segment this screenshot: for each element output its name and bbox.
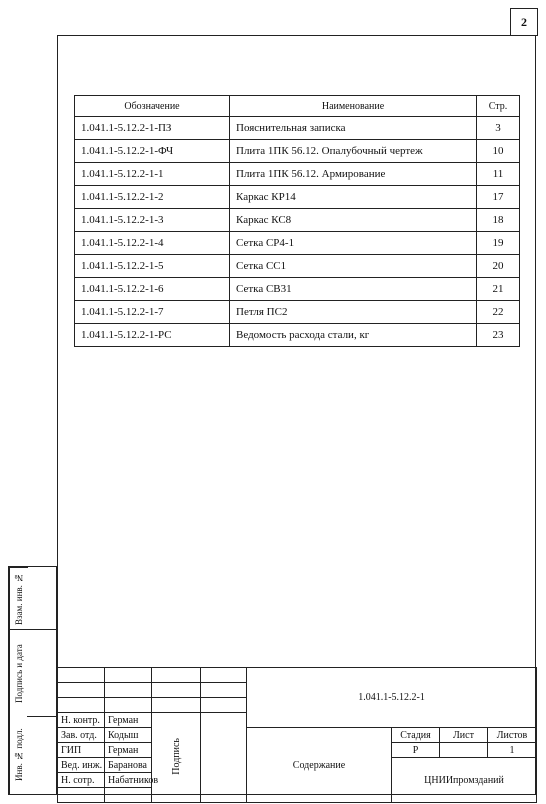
row-code: 1.041.1-5.12.2-1-1: [75, 163, 230, 186]
row-page: 19: [477, 232, 520, 255]
row-name: Петля ПС2: [230, 301, 477, 324]
row-code: 1.041.1-5.12.2-1-ФЧ: [75, 140, 230, 163]
row-code: 1.041.1-5.12.2-1-7: [75, 301, 230, 324]
side-label-replace-inv: Взам. инв. №: [9, 567, 28, 630]
role-vedinzh: Вед. инж.: [58, 758, 105, 773]
row-name: Сетка СВ31: [230, 278, 477, 301]
row-code: 1.041.1-5.12.2-1-2: [75, 186, 230, 209]
row-name: Сетка СР4-1: [230, 232, 477, 255]
side-label-original-inv: Инв. № подл.: [9, 716, 28, 794]
side-divider-2: [27, 716, 56, 717]
name-gip: Герман: [105, 743, 152, 758]
row-page: 10: [477, 140, 520, 163]
contents-row: [75, 324, 520, 347]
contents-row: [75, 186, 520, 209]
role-zavotd: Зав. отд.: [58, 728, 105, 743]
side-stamp: [8, 566, 57, 795]
row-code: 1.041.1-5.12.2-1-3: [75, 209, 230, 232]
role-gip: ГИП: [58, 743, 105, 758]
name-vedinzh: Баранова: [105, 758, 152, 773]
organization: ЦНИИпромзданий: [392, 758, 537, 803]
name-nsotr: Набатников: [105, 773, 152, 788]
row-page: 23: [477, 324, 520, 347]
sheets-label: Листов: [488, 728, 537, 743]
row-page: 3: [477, 117, 520, 140]
side-label-signature-date: Подпись и дата: [9, 629, 28, 717]
contents-row: [75, 209, 520, 232]
row-name: Плита 1ПК 56.12. Армирование: [230, 163, 477, 186]
row-name: Ведомость расхода стали, кг: [230, 324, 477, 347]
header-name: Наименование: [230, 96, 477, 117]
row-code: 1.041.1-5.12.2-1-РС: [75, 324, 230, 347]
signature-header: Подпись: [170, 737, 182, 775]
row-name: Плита 1ПК 56.12. Опалубочный чертеж: [230, 140, 477, 163]
row-page: 17: [477, 186, 520, 209]
role-nsotr: Н. сотр.: [58, 773, 105, 788]
contents-row: [75, 163, 520, 186]
date-column: [201, 713, 247, 803]
doc-title: Содержание: [247, 728, 392, 803]
row-code: 1.041.1-5.12.2-1-4: [75, 232, 230, 255]
header-page: Стр.: [477, 96, 520, 117]
row-name: Сетка СС1: [230, 255, 477, 278]
contents-body: [75, 117, 520, 347]
header-designation: Обозначение: [75, 96, 230, 117]
row-page: 11: [477, 163, 520, 186]
sheets-value: 1: [488, 743, 537, 758]
row-page: 20: [477, 255, 520, 278]
row-code: 1.041.1-5.12.2-1-ПЗ: [75, 117, 230, 140]
page-number: 2: [510, 8, 538, 36]
sheet-value: [440, 743, 488, 758]
signature-column: [152, 713, 201, 803]
designation: 1.041.1-5.12.2-1: [247, 668, 537, 728]
row-page: 21: [477, 278, 520, 301]
row-page: 22: [477, 301, 520, 324]
contents-row: [75, 232, 520, 255]
contents-row: [75, 278, 520, 301]
contents-row: [75, 255, 520, 278]
contents-row: [75, 140, 520, 163]
row-code: 1.041.1-5.12.2-1-5: [75, 255, 230, 278]
stage-value: Р: [392, 743, 440, 758]
name-zavotd: Кодыш: [105, 728, 152, 743]
row-name: Пояснительная записка: [230, 117, 477, 140]
row-name: Каркас КС8: [230, 209, 477, 232]
name-nkontr: Герман: [105, 713, 152, 728]
stage-label: Стадия: [392, 728, 440, 743]
contents-header-row: [75, 96, 520, 117]
title-block: [57, 667, 537, 803]
row-name: Каркас КР14: [230, 186, 477, 209]
contents-table: [74, 95, 520, 347]
contents-row: [75, 301, 520, 324]
contents-row: [75, 117, 520, 140]
sheet-label: Лист: [440, 728, 488, 743]
row-page: 18: [477, 209, 520, 232]
role-nkontr: Н. контр.: [58, 713, 105, 728]
row-code: 1.041.1-5.12.2-1-6: [75, 278, 230, 301]
side-divider-1: [27, 629, 56, 630]
